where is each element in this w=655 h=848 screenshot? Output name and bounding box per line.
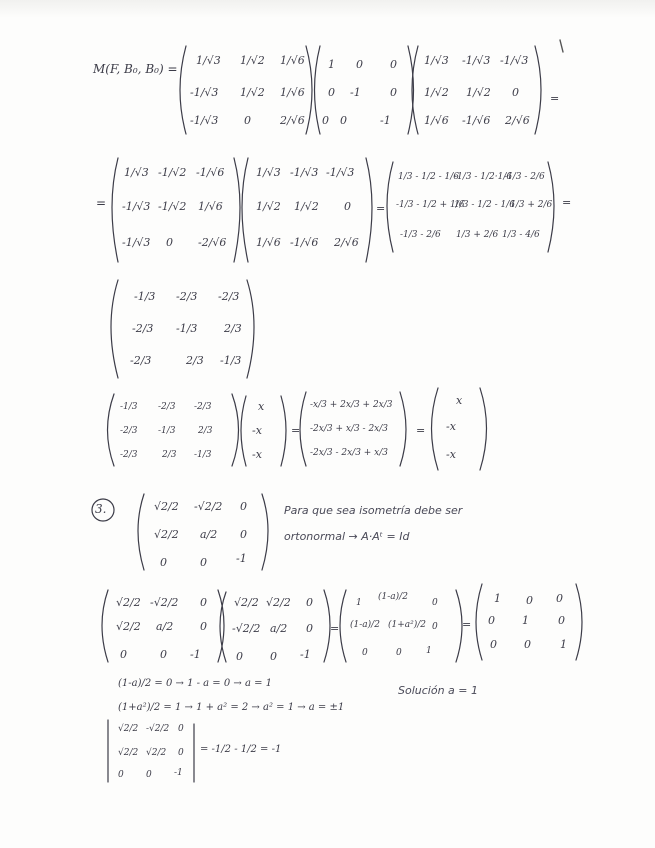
- cell: 1: [494, 592, 501, 605]
- cell: (1-a)/2: [350, 620, 380, 630]
- cell: -√2/2: [150, 596, 179, 609]
- cell: -x/3 + 2x/3 + 2x/3: [310, 400, 393, 410]
- cell: 1: [328, 58, 335, 71]
- cell: -1/√3: [500, 54, 529, 67]
- cell: 0: [558, 614, 565, 627]
- isometry-note-line1: Para que sea isometría debe ser: [284, 504, 463, 517]
- cell: -2/3: [130, 354, 152, 367]
- cell: -2/3: [218, 290, 240, 303]
- cell: -1/√3: [190, 86, 219, 99]
- equals-sign: =: [416, 424, 426, 437]
- cell: -1: [236, 552, 247, 565]
- cell: -1/3: [134, 290, 156, 303]
- cell: 0: [362, 648, 368, 658]
- cell: -x: [252, 424, 262, 437]
- cell: 1: [522, 614, 529, 627]
- problem-number: 3.: [95, 502, 107, 516]
- cell: 0: [244, 114, 251, 127]
- cell: 0: [120, 648, 127, 661]
- cell: 1/√2: [240, 86, 265, 99]
- cell: -2/3: [120, 426, 138, 436]
- cell: 2/3: [198, 426, 213, 436]
- cell: 0: [490, 638, 497, 651]
- solution-text: Solución a = 1: [398, 684, 478, 697]
- cell: 2/√6: [505, 114, 530, 127]
- cell: √2/2: [234, 596, 259, 609]
- cell: 2/3: [186, 354, 204, 367]
- cell: -2/3: [132, 322, 154, 335]
- cell: 0: [432, 622, 438, 632]
- cell: -1/3: [194, 450, 212, 460]
- cell: -√2/2: [146, 724, 170, 734]
- cell: √2/2: [116, 620, 141, 633]
- cell: (1-a)/2: [378, 592, 408, 602]
- cell: -2/√6: [198, 236, 227, 249]
- cell: -x: [446, 420, 456, 433]
- isometry-note-line2: ortonormal → A·Aᵗ = Id: [284, 530, 410, 543]
- cell: √2/2: [116, 596, 141, 609]
- cell: 0: [160, 648, 167, 661]
- cell: a/2: [270, 622, 288, 635]
- equals-sign: =: [291, 424, 301, 437]
- cell: -√2/2: [232, 622, 261, 635]
- cell: 1/√6: [198, 200, 223, 213]
- equals-sign: =: [462, 618, 472, 631]
- cell: -1/√6: [196, 166, 225, 179]
- cell: 0: [178, 748, 184, 758]
- cell: 0: [200, 596, 207, 609]
- cell: 0: [146, 770, 152, 780]
- cell: (1+a²)/2: [388, 620, 427, 630]
- cell: -x: [446, 448, 456, 461]
- cell: 0: [200, 620, 207, 633]
- cell: 2/√6: [280, 114, 305, 127]
- cell: 1/√2: [256, 200, 281, 213]
- cell: -1/3 - 1/2 + 1/6: [396, 200, 465, 210]
- cell: 1: [560, 638, 567, 651]
- cell: 0: [396, 648, 402, 658]
- cell: 0: [166, 236, 173, 249]
- equals-sign: =: [376, 202, 386, 215]
- cell: x: [456, 394, 463, 407]
- equals-sign: =: [330, 622, 340, 635]
- cell: 1: [356, 598, 362, 608]
- cell: 0: [200, 556, 207, 569]
- equals-sign: =: [96, 196, 107, 210]
- cell: -1/√3: [122, 200, 151, 213]
- cell: √2/2: [118, 724, 139, 734]
- cell: -1/√3: [190, 114, 219, 127]
- cell: -1: [174, 768, 183, 778]
- cell: 0: [240, 500, 247, 513]
- cell: 0: [322, 114, 329, 127]
- cell: 1/√6: [256, 236, 281, 249]
- cell: -1: [380, 114, 391, 127]
- cell: 0: [524, 638, 531, 651]
- cell: 1/√6: [280, 54, 305, 67]
- cell: 0: [526, 594, 533, 607]
- determinant-result: = -1/2 - 1/2 = -1: [200, 744, 282, 755]
- cell: 0: [344, 200, 351, 213]
- cell: 0: [356, 58, 363, 71]
- cell: 0: [240, 528, 247, 541]
- cell: 0: [512, 86, 519, 99]
- cell: 1/3 - 1/2 - 1/6: [398, 172, 459, 182]
- cell: 2/√6: [334, 236, 359, 249]
- cell: 0: [236, 650, 243, 663]
- cell: 1/√6: [424, 114, 449, 127]
- cell: 1/3 + 2/6: [510, 200, 553, 210]
- cell: -2/3: [194, 402, 212, 412]
- step-2: (1+a²)/2 = 1 → 1 + a² = 2 → a² = 1 → a = ±1: [118, 702, 345, 713]
- cell: 1/√3: [256, 166, 281, 179]
- cell: 0: [328, 86, 335, 99]
- cell: 1: [426, 646, 432, 656]
- cell: -1/3: [220, 354, 242, 367]
- cell: -1/3: [176, 322, 198, 335]
- cell: 0: [556, 592, 563, 605]
- cell: 0: [488, 614, 495, 627]
- cell: a/2: [156, 620, 174, 633]
- cell: 1/√3: [196, 54, 221, 67]
- cell: 0: [160, 556, 167, 569]
- cell: -1/√6: [462, 114, 491, 127]
- cell: a/2: [200, 528, 218, 541]
- cell: -2x/3 - 2x/3 + x/3: [310, 448, 389, 458]
- cell: 1/√3: [124, 166, 149, 179]
- cell: 0: [178, 724, 184, 734]
- cell: 1/3 + 2/6: [456, 230, 499, 240]
- cell: -2/3: [176, 290, 198, 303]
- cell: 1/√2: [466, 86, 491, 99]
- equals-sign: =: [550, 92, 560, 105]
- cell: 2/3: [224, 322, 242, 335]
- cell: √2/2: [146, 748, 167, 758]
- cell: -1/3 - 1/2·1/6: [454, 172, 513, 182]
- cell: x: [258, 400, 265, 413]
- cell: 0: [270, 650, 277, 663]
- cell: -1/3 - 2/6: [504, 172, 545, 182]
- cell: -1/3: [158, 426, 176, 436]
- equals-sign: =: [562, 196, 572, 209]
- cell: 1/√2: [294, 200, 319, 213]
- matrix-label-M: M(F, B₀, B₀) =: [93, 62, 178, 76]
- cell: 1/√2: [240, 54, 265, 67]
- cell: 1/√2: [424, 86, 449, 99]
- cell: √2/2: [154, 528, 179, 541]
- cell: -2x/3 + x/3 - 2x/3: [310, 424, 389, 434]
- cell: -1/√3: [290, 166, 319, 179]
- cell: -2/3: [120, 450, 138, 460]
- cell: -√2/2: [194, 500, 223, 513]
- cell: -1: [350, 86, 361, 99]
- cell: 1/√3: [424, 54, 449, 67]
- cell: 0: [306, 596, 313, 609]
- cell: 0: [432, 598, 438, 608]
- cell: 0: [306, 622, 313, 635]
- cell: -x: [252, 448, 262, 461]
- cell: 1/√6: [280, 86, 305, 99]
- cell: -1/√3: [462, 54, 491, 67]
- cell: √2/2: [266, 596, 291, 609]
- cell: -1: [300, 648, 311, 661]
- cell: √2/2: [118, 748, 139, 758]
- cell: -1/√3: [122, 236, 151, 249]
- cell: -1/√6: [290, 236, 319, 249]
- cell: √2/2: [154, 500, 179, 513]
- cell: -1/3 - 2/6: [400, 230, 441, 240]
- cell: -1/√2: [158, 200, 187, 213]
- cell: 1/3 - 1/2 - 1/6: [454, 200, 515, 210]
- cell: -1/√3: [326, 166, 355, 179]
- cell: -1/3: [120, 402, 138, 412]
- cell: -2/3: [158, 402, 176, 412]
- cell: 2/3: [162, 450, 177, 460]
- cell: 0: [118, 770, 124, 780]
- cell: 0: [340, 114, 347, 127]
- cell: 0: [390, 58, 397, 71]
- step-1: (1-a)/2 = 0 → 1 - a = 0 → a = 1: [118, 678, 273, 689]
- cell: -1/√2: [158, 166, 187, 179]
- cell: 1/3 - 4/6: [502, 230, 540, 240]
- cell: 0: [390, 86, 397, 99]
- cell: -1: [190, 648, 201, 661]
